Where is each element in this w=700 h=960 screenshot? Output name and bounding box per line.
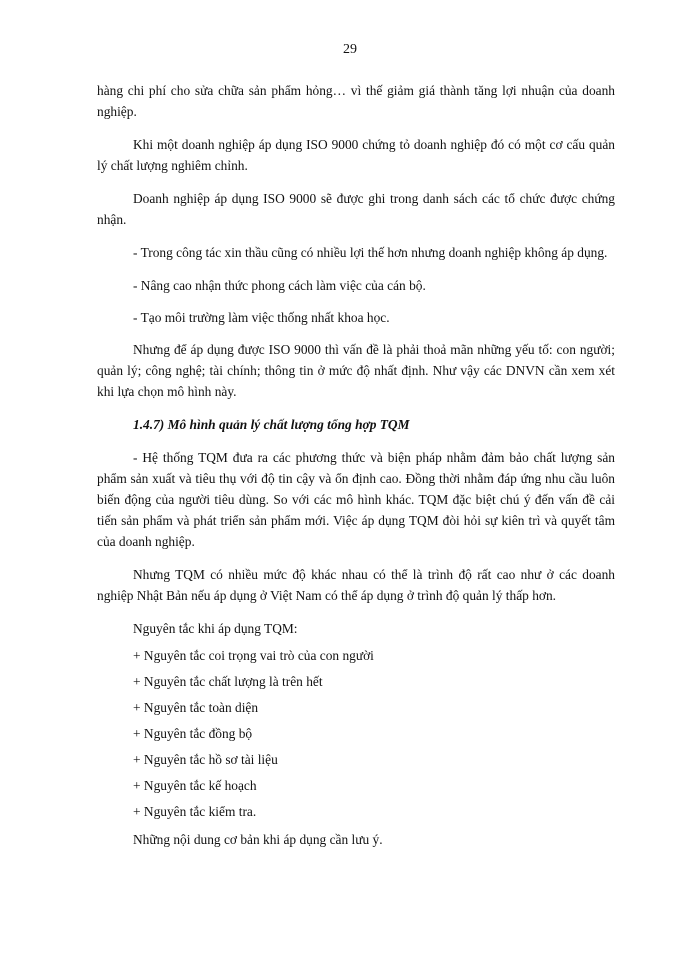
paragraph-iso-requirements: Nhưng để áp dụng được ISO 9000 thì vấn đề là phải thoả mãn những yếu tố: con người; quản lý; công nghệ; tài chính; thông tin ở mức độ nhất định. Như vậy các DNVN cần xem xét khi lựa chọn mô hình này.: [97, 342, 615, 399]
paragraph-iso-structure: Khi một doanh nghiệp áp dụng ISO 9000 chứng tỏ doanh nghiệp đó có một cơ cấu quản lý chất lượng nghiêm chỉnh.: [97, 137, 615, 173]
paragraph-continuation: hàng chi phí cho sửa chữa sản phẩm hỏng… vì thế giảm giá thành tăng lợi nhuận của doanh nghiệp.: [97, 83, 615, 119]
document-body: [97, 80, 615, 850]
closing-line: Những nội dung cơ bản khi áp dụng cần lưu ý.: [133, 832, 383, 847]
list-item: + Nguyên tắc chất lượng là trên hết: [133, 674, 323, 689]
list-item: + Nguyên tắc coi trọng vai trò của con người: [133, 648, 374, 663]
list-item: + Nguyên tắc kế hoạch: [133, 778, 257, 793]
paragraph-bidding-advantage: - Trong công tác xin thầu cũng có nhiều lợi thế hơn nhưng doanh nghiệp không áp dụng.: [133, 245, 608, 260]
paragraph-tqm-system: - Hệ thống TQM đưa ra các phương thức và biện pháp nhằm đảm bảo chất lượng sản phẩm sản xuất và tiêu thụ với độ tin cậy và ổn định cao. Đồng thời nhằm đáp ứng nhu cầu luôn biến động của người tiêu dùng. So với các mô hình khác. TQM đặc biệt chú ý đến vấn đề cải tiến sản phẩm và phát triển sản phẩm mới. Việc áp dụng TQM đòi hỏi sự kiên trì và quyết tâm của doanh nghiệp.: [97, 450, 615, 549]
list-item: + Nguyên tắc đồng bộ: [133, 726, 253, 741]
list-item: + Nguyên tắc kiểm tra.: [133, 804, 257, 819]
principles-list: [97, 643, 615, 825]
paragraph-work-environment: - Tạo môi trường làm việc thống nhất khoa học.: [133, 310, 390, 325]
list-item: + Nguyên tắc hồ sơ tài liệu: [133, 752, 278, 767]
paragraph-tqm-levels: Nhưng TQM có nhiều mức độ khác nhau có thể là trình độ rất cao như ở các doanh nghiệp Nhật Bản nếu áp dụng ở Việt Nam có thể áp dụng ở trình độ quản lý thấp hơn.: [97, 567, 615, 603]
page-number: 29: [343, 42, 357, 57]
section-heading-tqm: 1.4.7) Mô hình quản lý chất lượng tổng hợp TQM: [133, 417, 410, 432]
list-item: + Nguyên tắc toàn diện: [133, 700, 259, 715]
principles-intro: Nguyên tắc khi áp dụng TQM:: [133, 621, 298, 636]
paragraph-iso-certified-list: Doanh nghiệp áp dụng ISO 9000 sẽ được ghi trong danh sách các tổ chức được chứng nhận.: [97, 191, 615, 227]
paragraph-awareness: - Nâng cao nhận thức phong cách làm việc của cán bộ.: [133, 278, 426, 293]
